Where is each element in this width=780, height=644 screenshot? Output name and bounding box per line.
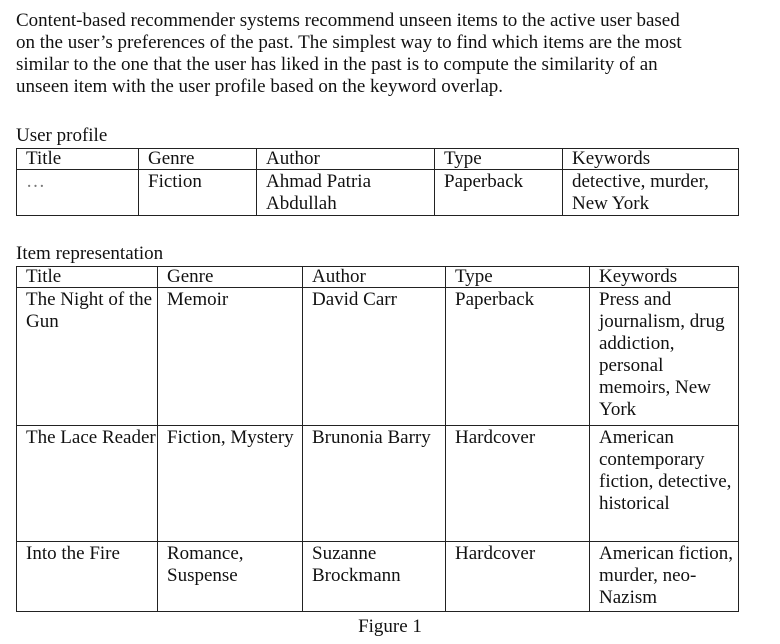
header-cell-keywords: Keywords [590, 267, 739, 288]
intro-line: on the user’s preferences of the past. The simplest way to find which items are the most [16, 32, 682, 53]
table-row [17, 542, 739, 612]
table-row [17, 288, 739, 426]
header-cell-title: Title [17, 149, 139, 170]
cell-author: Suzanne Brockmann [303, 542, 446, 612]
item-representation-table [16, 266, 739, 612]
header-cell-title: Title [17, 267, 158, 288]
cell-keywords: American fiction, murder, neo-Nazism [590, 542, 739, 612]
cell-genre: Romance, Suspense [158, 542, 303, 612]
cell-keywords: Press and journalism, drug addiction, personal memoirs, New York [590, 288, 739, 426]
cell-title: Into the Fire [17, 542, 158, 612]
cell-keywords: American contemporary fiction, detective, historical [590, 426, 739, 542]
cell-type: Hardcover [446, 542, 590, 612]
cell-title: The Lace Reader [17, 426, 158, 542]
cell-title: … [17, 170, 139, 216]
header-cell-genre: Genre [139, 149, 257, 170]
table-header-row [17, 149, 739, 170]
intro-line: similar to the one that the user has liked in the past is to compute the similarity of an [16, 54, 658, 75]
intro-line: unseen item with the user profile based on the keyword overlap. [16, 76, 503, 97]
header-cell-genre: Genre [158, 267, 303, 288]
table-header-row [17, 267, 739, 288]
cell-author: David Carr [303, 288, 446, 426]
cell-type: Paperback [435, 170, 563, 216]
cell-genre: Fiction [139, 170, 257, 216]
header-cell-type: Type [446, 267, 590, 288]
cell-author: Ahmad Patria Abdullah [257, 170, 435, 216]
cell-title: The Night of the Gun [17, 288, 158, 426]
user-profile-table [16, 148, 739, 216]
cell-type: Paperback [446, 288, 590, 426]
table-row [17, 426, 739, 542]
user-profile-caption: User profile [16, 125, 108, 146]
header-cell-keywords: Keywords [563, 149, 739, 170]
item-representation-caption: Item representation [16, 243, 164, 264]
table-row [17, 170, 739, 216]
intro-line: Content-based recommender systems recommend unseen items to the active user based [16, 10, 680, 31]
cell-author: Brunonia Barry [303, 426, 446, 542]
header-cell-author: Author [257, 149, 435, 170]
cell-genre: Fiction, Mystery [158, 426, 303, 542]
cell-type: Hardcover [446, 426, 590, 542]
figure-caption: Figure 1 [358, 616, 422, 637]
header-cell-type: Type [435, 149, 563, 170]
cell-genre: Memoir [158, 288, 303, 426]
cell-keywords: detective, murder, New York [563, 170, 739, 216]
header-cell-author: Author [303, 267, 446, 288]
intro-paragraph [16, 10, 766, 98]
